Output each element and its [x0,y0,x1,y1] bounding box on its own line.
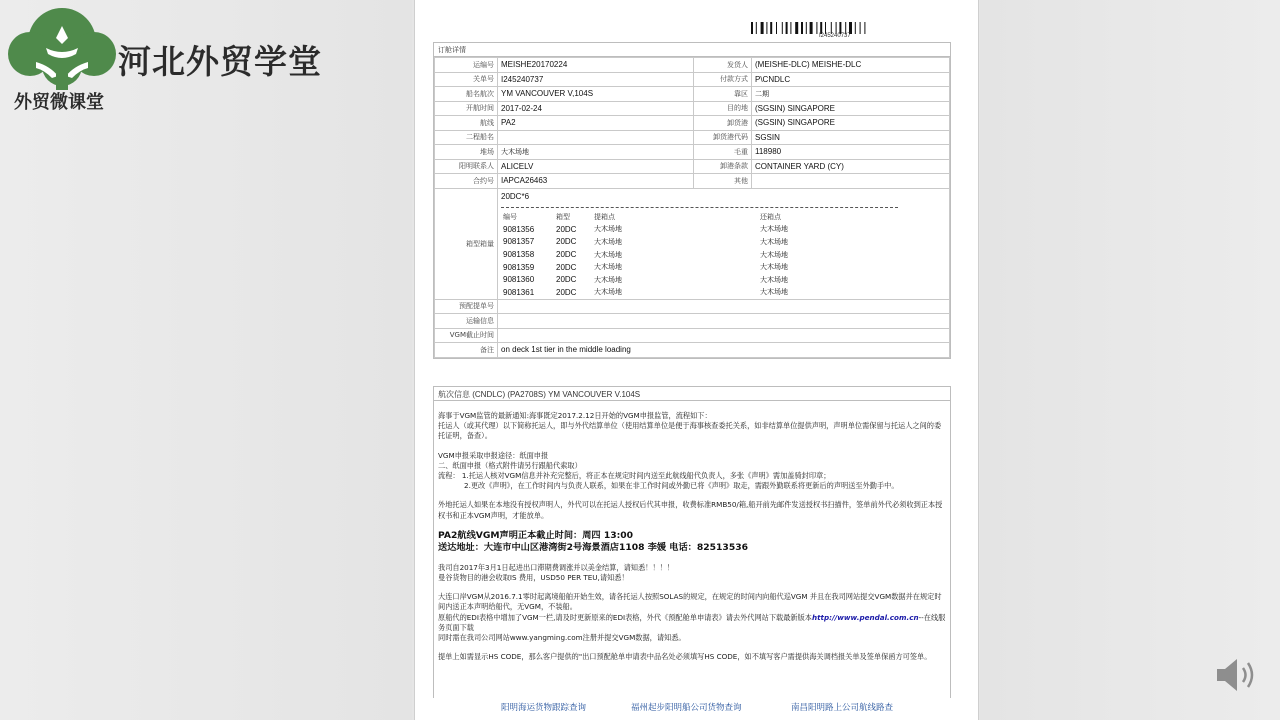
table-row [435,188,950,299]
field-value: PA2 [498,116,694,131]
booking-details-title: 订舱详情 [434,43,950,57]
container-cell-value: 大木场地 [594,250,622,259]
field-value: I245240737 [498,72,694,87]
container-row [503,248,788,261]
container-summary: 20DC*6 [501,191,530,201]
barcode-bar [864,22,865,34]
table-row [435,116,950,131]
container-cell-value: 20DC [556,224,577,234]
field-label: 关单号 [435,72,498,87]
field-value: IAPCA26463 [498,174,694,189]
brand-subtitle: 外贸微课堂 [14,92,104,113]
container-header: 提箱点 [594,212,615,221]
pendal-link[interactable]: http://www.pendal.com.cn [812,612,919,622]
container-cell-value: 大木场地 [760,237,788,246]
table-row [435,314,950,329]
container-cell-value: 大木场地 [760,225,788,234]
notice-paragraph: 托运人（或其代理）以下简称托运人，即与外代结算单位（使用结算单位是便于海事核查委托关系，如非结算单位提供声明，声明单位需保留与托运人之间的委托证明，备查）。 [438,421,942,441]
barcode-bar [806,22,807,34]
notice-paragraph: VGM申报采取申报途径：纸面申报 [438,450,549,460]
container-row [503,273,788,286]
barcode-bar [786,22,788,34]
field-label: 卸港条款 [694,159,752,174]
field-label: 备注 [435,343,498,358]
container-cell [498,188,950,299]
footer-link-tracking[interactable]: 阳明海运货物跟踪查询 [501,703,587,713]
notice-paragraph: 提单上如需显示HS CODE，那么客户提供的"出口预配舱单申请表中品名处必须填写HS CODE，如不填写客户需提供海关调档报关单及签单保函方可签单。 [438,652,932,662]
table-row [435,174,950,189]
field-label: 堆场 [435,145,498,160]
container-cell-value: 9081361 [503,287,535,297]
container-cell-value: 大木场地 [760,250,788,259]
footer-links [415,698,979,720]
notice-paragraph: 外地托运人如果在本地没有授权声明人，外代可以在托运人授权后代其申报，收费标准RMB50/箱,船开前先邮件发送授权书扫描件，签单前外代必须收到正本授权书和正本VGM声明，才能放单。 [438,500,943,520]
brand-name: 河北外贸学堂 [118,42,322,81]
voyage-notice [434,401,950,666]
container-header: 编号 [503,212,517,221]
barcode-bar [782,22,783,34]
divider [501,207,898,208]
table-row [435,101,950,116]
container-row [503,286,788,299]
container-row [503,261,788,274]
footer-link-nanchang[interactable]: 南昌阳明路上公司航线路查 [791,703,894,713]
container-cell-value: 大木场地 [760,275,788,284]
speaker-icon[interactable] [1213,654,1259,696]
container-cell-value: 9081356 [503,224,535,234]
container-label: 箱型箱量 [435,188,498,299]
container-cell-value: 大木场地 [594,288,622,297]
barcode-bar [761,22,764,34]
container-cell-value: 9081360 [503,275,535,285]
field-label: 航线 [435,116,498,131]
notice-text: 原船代的EDI表格中增加了VGM一栏,请及时更新原来的EDI表格，外代《预配舱单申请表》请去外代网站下载最新版本 [438,612,812,622]
right-background [980,0,1280,720]
notice-paragraph: 海事于VGM监管的最新通知:海事既定2017.2.12日开始的VGM申报监管，流程如下： [438,411,712,420]
barcode-bar [810,22,813,34]
delivery-address: 送达地址：大连市中山区港湾街2号海景酒店1108 李媛 电话：82513536 [438,541,749,553]
field-label: 运输信息 [435,314,498,329]
field-value: P\CNDLC [752,72,950,87]
container-row [503,223,788,236]
container-cell-value: 9081357 [503,237,535,247]
container-header-row [503,211,788,224]
table-row [435,72,950,87]
notice-text: --在线服务页面下载 [438,612,946,632]
container-cell-value: 9081359 [503,262,535,272]
container-cell-value: 20DC [556,275,577,285]
voyage-info-title: 航次信息 (CNDLC) (PA2708S) YM VANCOUVER V.104S [434,387,950,401]
barcode-bar [770,22,772,34]
field-label: 发货人 [694,58,752,73]
field-value [752,174,950,189]
table-row [435,87,950,102]
table-row [435,58,950,73]
booking-details-table [434,57,950,358]
field-value: on deck 1st tier in the middle loading [498,343,950,358]
field-value: 118980 [752,145,950,160]
field-value: MEISHE20170224 [498,58,694,73]
document-page [414,0,979,720]
tree-logo-icon [6,4,118,90]
voyage-info-panel [433,386,951,706]
field-label: 其他 [694,174,752,189]
notice-paragraph: 我司自2017年3月1日起进出口滞期费调涨并以美金结算，请知悉！！！！ [438,562,674,572]
field-label: 船名航次 [435,87,498,102]
barcode-bar [816,22,817,34]
field-label: 付款方式 [694,72,752,87]
notice-paragraph: 同时需在我司公司网站www.yangming.com注册并提交VGM数据，请知悉。 [438,633,686,643]
container-cell-value: 20DC [556,287,577,297]
notice-paragraph: 曼谷货物目的港会收取IS 费用，USD50 PER TEU,请知悉！ [438,573,629,583]
table-row [435,343,950,358]
field-label: 二程船名 [435,130,498,145]
field-label: VGM截止时间 [435,328,498,343]
footer-link-fuzhou[interactable]: 福州起步阳明船公司货物查询 [631,703,742,713]
container-cell-value: 20DC [556,262,577,272]
container-cell-value: 大木场地 [594,225,622,234]
field-label: 毛重 [694,145,752,160]
field-value: (SGSIN) SINGAPORE [752,101,950,116]
vgm-deadline: PA2航线VGM声明正本截止时间：周四 13:00 [438,529,634,541]
barcode-bar [776,22,777,34]
field-label: 合约号 [435,174,498,189]
barcode-bar [790,22,791,34]
container-cell-value: 大木场地 [594,237,622,246]
barcode-number: I245240737 [819,33,851,39]
field-value: 2017-02-24 [498,101,694,116]
table-row [435,299,950,314]
container-cell-value: 大木场地 [760,288,788,297]
container-cell-value: 大木场地 [594,263,622,272]
barcode-bar [860,22,861,34]
container-row [503,236,788,249]
field-value [498,328,950,343]
notice-paragraph: 大连口岸VGM从2016.7.1零时起离境船舶开始生效，请各托运人按照SOLAS的规定，在规定的时间内向船代巡VGM 并且在我司网站提交VGM数据并在规定时间内送正本声明给船代，无VGM，不装船。 [438,592,942,612]
barcode-bar [751,22,753,34]
field-value: 大木场地 [498,145,694,160]
booking-details-panel [433,42,951,359]
field-value [498,299,950,314]
table-row [435,145,950,160]
field-label: 靠区 [694,87,752,102]
field-label: 阳明联系人 [435,159,498,174]
field-label: 预配提单号 [435,299,498,314]
barcode-bar [795,22,798,34]
container-cell-value: 20DC [556,237,577,247]
field-value: (SGSIN) SINGAPORE [752,116,950,131]
field-value: ALICELV [498,159,694,174]
container-cell-value: 大木场地 [594,275,622,284]
field-value: YM VANCOUVER V,104S [498,87,694,102]
notice-paragraph: 二、纸面申报（格式附件请另行跟船代索取） [438,460,582,470]
field-label: 卸货港代码 [694,130,752,145]
field-value: SGSIN [752,130,950,145]
field-value: 二期 [752,87,950,102]
field-label: 开航时间 [435,101,498,116]
field-value [498,130,694,145]
notice-paragraph: 流程： 1.托运人核对VGM信息并补充完整后，将正本在规定时间内送至此航线船代负责人，多张《声明》需加盖骑封印章； [438,471,831,481]
field-label: 运编号 [435,58,498,73]
field-value: CONTAINER YARD (CY) [752,159,950,174]
container-table [503,211,788,299]
container-header: 还箱点 [760,212,781,221]
field-value: (MEISHE-DLC) MEISHE-DLC [752,58,950,73]
barcode-bar [756,22,757,34]
barcode-bar [801,22,803,34]
container-cell-value: 20DC [556,250,577,260]
field-label: 卸货港 [694,116,752,131]
table-row [435,130,950,145]
field-value [498,314,950,329]
barcode-bar [766,22,767,34]
notice-paragraph [438,613,946,633]
container-cell-value: 大木场地 [760,263,788,272]
table-row [435,159,950,174]
notice-paragraph: 2.更改《声明》，在工作时间内与负责人联系，如果在非工作时间或外勤已将《声明》取走，需跟外勤联系将更新后的声明送至外勤手中。 [464,481,899,491]
field-label: 目的地 [694,101,752,116]
barcode-bar [855,22,856,34]
container-cell-value: 9081358 [503,250,535,260]
table-row [435,328,950,343]
container-header: 箱型 [556,212,570,221]
